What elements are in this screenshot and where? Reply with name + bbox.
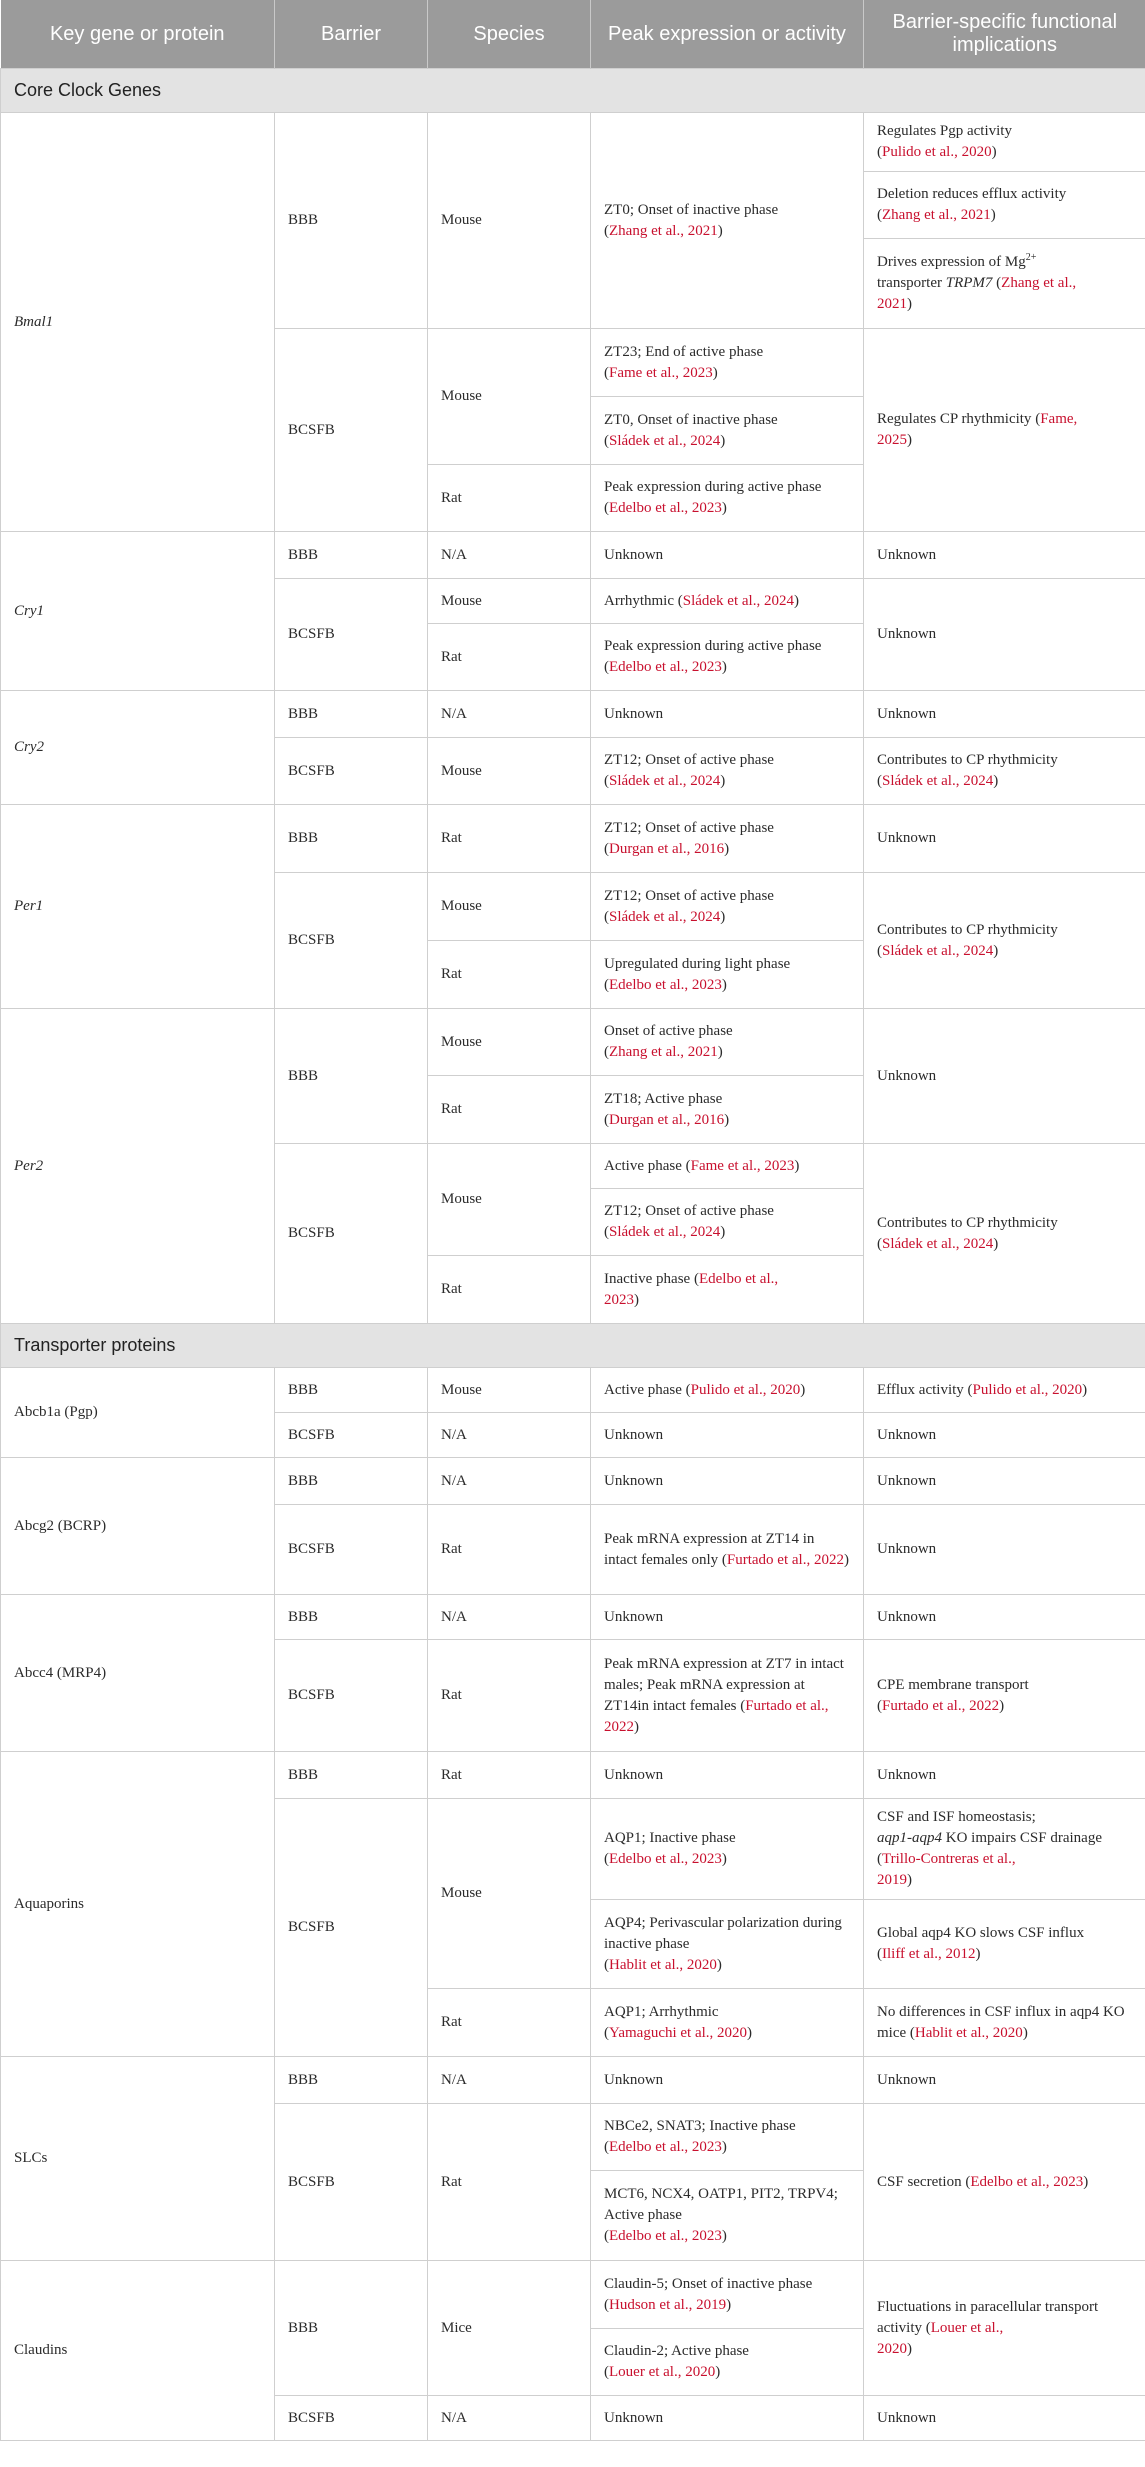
implication-text: No differences in CSF influx in aqp4 KO mice — [877, 2003, 1125, 2041]
species-cell: Rat — [428, 1752, 591, 1799]
implication-cell: Unknown — [864, 1752, 1145, 1799]
citation-link[interactable]: Edelbo et al., 2023 — [609, 500, 722, 516]
peak-text: AQP1; Arrhythmic — [604, 2003, 719, 2020]
species-cell: N/A — [428, 691, 591, 738]
implication-cell: Unknown — [864, 691, 1145, 738]
citation-link[interactable]: Pulido et al., 2020 — [690, 1381, 801, 1398]
peak-text: ZT23; End of active phase — [604, 343, 764, 360]
species-cell: Mouse — [428, 1009, 591, 1076]
species-cell: Mice — [428, 2261, 591, 2396]
implication-text: Drives expression of Mg — [877, 254, 1026, 270]
citation-link[interactable]: Trillo-Contreras et al., — [882, 1851, 1016, 1867]
barrier-cell: BBB — [275, 2057, 428, 2104]
peak-text: ZT0; Onset of inactive phase — [604, 201, 779, 218]
implication-cell: Efflux activity (Pulido et al., 2020) — [864, 1368, 1145, 1413]
peak-cell: Peak mRNA expression at ZT7 in intact males; Peak mRNA expression at ZT14in intact females (Furtado et al., 2022) — [591, 1640, 864, 1752]
table-row — [1, 532, 1145, 579]
barrier-cell: BCSFB — [275, 329, 428, 532]
implication-text: Contributes to CP rhythmicity — [877, 1214, 1058, 1231]
citation-link[interactable]: Zhang et al., 2021 — [609, 1044, 718, 1060]
table-row — [1, 1752, 1145, 1799]
implication-text: Efflux activity — [877, 1381, 964, 1398]
gene-cell: Per2 — [1, 1009, 275, 1324]
citation-link[interactable]: Fame, — [1040, 411, 1078, 427]
citation-link[interactable]: Edelbo et al., — [698, 1270, 779, 1287]
barrier-cell: BCSFB — [275, 2396, 428, 2441]
peak-cell: ZT12; Onset of active phase (Sládek et al., 2024) — [591, 1189, 864, 1256]
species-cell: Mouse — [428, 329, 591, 465]
header-species: Species — [428, 0, 591, 69]
citation-link[interactable]: Yamaguchi et al., 2020 — [609, 2024, 748, 2041]
species-cell: Rat — [428, 2104, 591, 2261]
citation-link[interactable]: Louer et al., — [930, 2319, 1004, 2336]
implication-text: Regulates CP rhythmicity — [877, 411, 1032, 427]
table-row — [1, 691, 1145, 738]
citation-link[interactable]: 2019 — [877, 1872, 907, 1888]
citation-link[interactable]: Sládek et al., 2024 — [609, 432, 721, 449]
species-cell: Mouse — [428, 738, 591, 805]
implication-cell: Unknown — [864, 532, 1145, 579]
peak-cell: ZT18; Active phase (Durgan et al., 2016) — [591, 1076, 864, 1144]
peak-text: MCT6, NCX4, OATP1, PIT2, TRPV4; Active phase — [604, 2186, 838, 2223]
citation-link[interactable]: Hablit et al., 2020 — [914, 2024, 1023, 2041]
section-title: Core Clock Genes — [1, 69, 1145, 113]
species-cell: Rat — [428, 465, 591, 532]
species-cell: Mouse — [428, 873, 591, 941]
implication-cell: No differences in CSF influx in aqp4 KO mice (Hablit et al., 2020) — [864, 1989, 1145, 2057]
implication-cell: Unknown — [864, 2057, 1145, 2104]
implication-cell: Unknown — [864, 1009, 1145, 1144]
peak-cell: Upregulated during light phase (Edelbo et al., 2023) — [591, 941, 864, 1009]
implication-text: KO impairs CSF drainage — [945, 1830, 1102, 1846]
section-row-core-clock — [1, 69, 1145, 113]
species-cell: Mouse — [428, 579, 591, 624]
peak-cell: ZT12; Onset of active phase (Sládek et al., 2024) — [591, 873, 864, 941]
peak-text: Peak mRNA expression at ZT7 in intact males; Peak mRNA expression at ZT14in intact females — [604, 1655, 844, 1714]
implication-cell: CPE membrane transport (Furtado et al., 2022) — [864, 1640, 1145, 1752]
peak-cell: Unknown — [591, 2057, 864, 2104]
barrier-cell: BBB — [275, 1595, 428, 1640]
species-cell: N/A — [428, 1595, 591, 1640]
citation-link[interactable]: Edelbo et al., 2023 — [970, 2173, 1084, 2190]
citation-link[interactable]: Sládek et al., 2024 — [609, 1224, 721, 1240]
implication-cell: CSF secretion (Edelbo et al., 2023) — [864, 2104, 1145, 2261]
peak-cell: NBCe2, SNAT3; Inactive phase (Edelbo et al., 2023) — [591, 2104, 864, 2171]
peak-cell: Peak mRNA expression at ZT14 in intact females only (Furtado et al., 2022) — [591, 1505, 864, 1595]
citation-link[interactable]: Sládek et al., 2024 — [609, 908, 721, 925]
implication-cell: Unknown — [864, 1505, 1145, 1595]
citation-link[interactable]: Sládek et al., 2024 — [882, 1235, 994, 1252]
table-header-row — [1, 0, 1145, 69]
citation-link[interactable]: Zhang et al., — [1001, 275, 1077, 291]
implication-cell: Unknown — [864, 579, 1145, 691]
citation-link[interactable]: Furtado et al., 2022 — [604, 1697, 829, 1735]
peak-cell: Unknown — [591, 1413, 864, 1458]
citation-link[interactable]: Fame et al., 2023 — [609, 364, 713, 381]
barrier-cell: BBB — [275, 1752, 428, 1799]
citation-link[interactable]: Zhang et al., 2021 — [609, 222, 718, 239]
peak-cell: ZT12; Onset of active phase (Durgan et al., 2016) — [591, 805, 864, 873]
gene-symbol: aqp1-aqp4 — [877, 1830, 942, 1846]
peak-text: Inactive phase — [604, 1270, 691, 1287]
peak-cell: Unknown — [591, 691, 864, 738]
implication-text: Regulates Pgp activity — [877, 123, 1012, 139]
table-row — [1, 2261, 1145, 2329]
peak-cell: Active phase (Pulido et al., 2020) — [591, 1368, 864, 1413]
gene-cell: Abcb1a (Pgp) — [1, 1368, 275, 1458]
species-cell: N/A — [428, 532, 591, 579]
peak-cell: Unknown — [591, 1595, 864, 1640]
peak-cell: Arrhythmic (Sládek et al., 2024) — [591, 579, 864, 624]
barrier-cell: BCSFB — [275, 1505, 428, 1595]
peak-cell: ZT0; Onset of inactive phase (Zhang et al., 2021) — [591, 113, 864, 329]
implication-cell: Unknown — [864, 1413, 1145, 1458]
peak-cell: Onset of active phase (Zhang et al., 2021) — [591, 1009, 864, 1076]
barrier-cell: BCSFB — [275, 873, 428, 1009]
species-cell: Rat — [428, 1505, 591, 1595]
barrier-cell: BBB — [275, 691, 428, 738]
table-row — [1, 805, 1145, 873]
implication-text: Fluctuations in paracellular transport activity — [877, 2298, 1099, 2336]
implication-text: CSF secretion — [877, 2173, 962, 2190]
barrier-cell: BBB — [275, 1009, 428, 1144]
peak-cell: Peak expression during active phase (Edelbo et al., 2023) — [591, 624, 864, 691]
barrier-cell: BCSFB — [275, 1640, 428, 1752]
implication-cell: Drives expression of $Mg^{2+}$ transporter TRPM7 (Zhang et al., 2021) — [864, 239, 1145, 329]
barrier-cell: BCSFB — [275, 1144, 428, 1324]
gene-cell: Claudins — [1, 2261, 275, 2441]
peak-text: ZT12; Onset of active phase — [604, 819, 774, 836]
barrier-cell: BCSFB — [275, 1799, 428, 2057]
citation-link[interactable]: Durgan et al., 2016 — [609, 840, 725, 857]
peak-text: ZT0, Onset of inactive phase — [604, 411, 778, 428]
citation-link[interactable]: Sládek et al., 2024 — [882, 773, 994, 789]
peak-cell: Inactive phase (Edelbo et al., 2023) — [591, 1256, 864, 1324]
citation-link[interactable]: Fame et al., 2023 — [690, 1157, 795, 1174]
barrier-cell: BBB — [275, 532, 428, 579]
table-row — [1, 2057, 1145, 2104]
citation-link[interactable]: Edelbo et al., 2023 — [609, 659, 722, 675]
barrier-cell: BBB — [275, 113, 428, 329]
citation-link[interactable]: 2025 — [877, 432, 907, 448]
implication-cell: Unknown — [864, 2396, 1145, 2441]
peak-text: ZT12; Onset of active phase — [604, 1203, 774, 1219]
peak-text: AQP4; Perivascular polarization during inactive phase — [604, 1914, 842, 1952]
species-cell: Rat — [428, 1076, 591, 1144]
peak-text: Peak expression during active phase — [604, 638, 822, 654]
peak-text: Upregulated during light phase — [604, 955, 791, 972]
peak-cell: Unknown — [591, 532, 864, 579]
citation-link[interactable]: 2020 — [877, 2340, 907, 2357]
peak-text: NBCe2, SNAT3; Inactive phase — [604, 2118, 796, 2134]
table-row — [1, 113, 1145, 172]
barrier-cell: BBB — [275, 2261, 428, 2396]
citation-link[interactable]: Edelbo et al., 2023 — [609, 1851, 722, 1867]
peak-text: Active phase — [604, 1381, 682, 1398]
species-cell: N/A — [428, 2396, 591, 2441]
citation-link[interactable]: Edelbo et al., 2023 — [609, 976, 722, 993]
implication-cell: Unknown — [864, 1458, 1145, 1505]
table-row — [1, 1009, 1145, 1076]
implication-cell: Global aqp4 KO slows CSF influx (Iliff et al., 2012) — [864, 1900, 1145, 1989]
barrier-cell: BCSFB — [275, 1413, 428, 1458]
peak-text: ZT18; Active phase — [604, 1090, 723, 1107]
header-peak-expression: Peak expression or activity — [591, 0, 864, 69]
implication-cell: Deletion reduces efflux activity (Zhang et al., 2021) — [864, 172, 1145, 239]
peak-cell: MCT6, NCX4, OATP1, PIT2, TRPV4; Active phase (Edelbo et al., 2023) — [591, 2171, 864, 2261]
species-cell: Rat — [428, 941, 591, 1009]
implication-cell: Contributes to CP rhythmicity (Sládek et al., 2024) — [864, 873, 1145, 1009]
species-cell: N/A — [428, 2057, 591, 2104]
citation-link[interactable]: Furtado et al., 2022 — [882, 1697, 1000, 1714]
gene-cell: Aquaporins — [1, 1752, 275, 2057]
section-title: Transporter proteins — [1, 1324, 1145, 1368]
species-cell: Mouse — [428, 1368, 591, 1413]
peak-cell: Peak expression during active phase (Edelbo et al., 2023) — [591, 465, 864, 532]
peak-text: Onset of active phase — [604, 1023, 733, 1039]
barrier-cell: BBB — [275, 805, 428, 873]
peak-cell: AQP1; Arrhythmic (Yamaguchi et al., 2020) — [591, 1989, 864, 2057]
peak-text: AQP1; Inactive phase — [604, 1830, 736, 1846]
header-gene: Key gene or protein — [1, 0, 275, 69]
header-barrier: Barrier — [275, 0, 428, 69]
citation-link[interactable]: Iliff et al., 2012 — [882, 1946, 976, 1962]
citation-link[interactable]: Zhang et al., 2021 — [882, 207, 991, 223]
implication-cell: Fluctuations in paracellular transport activity (Louer et al., 2020) — [864, 2261, 1145, 2396]
species-cell: Rat — [428, 1640, 591, 1752]
gene-cell: Cry1 — [1, 532, 275, 691]
peak-text: ZT12; Onset of active phase — [604, 887, 774, 904]
citation-link[interactable]: Hablit et al., 2020 — [609, 1956, 717, 1973]
implication-text: Contributes to CP rhythmicity — [877, 752, 1058, 768]
peak-cell: Active phase (Fame et al., 2023) — [591, 1144, 864, 1189]
citation-link[interactable]: Sládek et al., 2024 — [882, 942, 994, 959]
implication-text: Deletion reduces efflux activity — [877, 186, 1067, 202]
barrier-cell: BBB — [275, 1458, 428, 1505]
peak-cell: AQP1; Inactive phase (Edelbo et al., 2023) — [591, 1799, 864, 1900]
table-row — [1, 1368, 1145, 1413]
barrier-cell: BCSFB — [275, 2104, 428, 2261]
citation-link[interactable]: Pulido et al., 2020 — [972, 1381, 1083, 1398]
peak-cell: ZT12; Onset of active phase (Sládek et al., 2024) — [591, 738, 864, 805]
citation-link[interactable]: Edelbo et al., 2023 — [609, 2228, 722, 2244]
species-cell: Rat — [428, 624, 591, 691]
citation-link[interactable]: Pulido et al., 2020 — [882, 144, 992, 160]
implication-text: Contributes to CP rhythmicity — [877, 921, 1058, 938]
peak-cell: Unknown — [591, 2396, 864, 2441]
implication-text: Global aqp4 KO slows CSF influx — [877, 1925, 1085, 1941]
barrier-cell: BCSFB — [275, 579, 428, 691]
implication-cell: Contributes to CP rhythmicity (Sládek et al., 2024) — [864, 1144, 1145, 1324]
citation-link[interactable]: Durgan et al., 2016 — [609, 1111, 725, 1128]
peak-cell: Claudin-2; Active phase (Louer et al., 2020) — [591, 2329, 864, 2396]
peak-cell: Claudin-5; Onset of inactive phase (Hudson et al., 2019) — [591, 2261, 864, 2329]
table-row — [1, 1595, 1145, 1640]
peak-text: Claudin-5; Onset of inactive phase — [604, 2275, 813, 2292]
gene-cell: Per1 — [1, 805, 275, 1009]
implication-cell: Regulates CP rhythmicity (Fame, 2025) — [864, 329, 1145, 532]
citation-link[interactable]: Louer et al., 2020 — [609, 2364, 716, 2380]
implication-text: CPE membrane transport — [877, 1676, 1029, 1693]
peak-cell: AQP4; Perivascular polarization during inactive phase (Hablit et al., 2020) — [591, 1900, 864, 1989]
citation-link[interactable]: Sládek et al., 2024 — [609, 773, 721, 789]
section-row-transporters — [1, 1324, 1145, 1368]
gene-cell: SLCs — [1, 2057, 275, 2261]
species-cell: N/A — [428, 1413, 591, 1458]
gene-cell: Abcg2 (BCRP) — [1, 1458, 275, 1595]
barrier-cell: BBB — [275, 1368, 428, 1413]
implication-cell: Unknown — [864, 1595, 1145, 1640]
barrier-cell: BCSFB — [275, 738, 428, 805]
species-cell: Rat — [428, 805, 591, 873]
peak-text: Active phase — [604, 1157, 682, 1174]
table-row — [1, 1458, 1145, 1505]
citation-link[interactable]: 2023 — [604, 1291, 634, 1308]
peak-text: Arrhythmic — [604, 592, 674, 609]
gene-cell: Cry2 — [1, 691, 275, 805]
peak-text: Claudin-2; Active phase — [604, 2343, 749, 2359]
superscript: 2+ — [1025, 252, 1037, 263]
citation-link[interactable]: 2021 — [877, 296, 907, 312]
citation-link[interactable]: Sládek et al., 2024 — [682, 592, 794, 609]
species-cell: Mouse — [428, 113, 591, 329]
species-cell: Rat — [428, 1256, 591, 1324]
peak-cell: Unknown — [591, 1752, 864, 1799]
implication-cell: Regulates Pgp activity (Pulido et al., 2020) — [864, 113, 1145, 172]
citation-link[interactable]: Edelbo et al., 2023 — [609, 2139, 722, 2155]
species-cell: N/A — [428, 1458, 591, 1505]
implication-text: CSF and ISF homeostasis; — [877, 1809, 1036, 1825]
implication-cell: CSF and ISF homeostasis; aqp1-aqp4 KO impairs CSF drainage (Trillo-Contreras et al., 2019) — [864, 1799, 1145, 1900]
peak-text: ZT12; Onset of active phase — [604, 752, 774, 768]
header-functional-implications: Barrier-specific functional implications — [864, 0, 1145, 69]
gene-symbol: TRPM7 — [945, 275, 993, 291]
peak-cell: ZT0, Onset of inactive phase (Sládek et al., 2024) — [591, 397, 864, 465]
species-cell: Mouse — [428, 1144, 591, 1256]
peak-cell: ZT23; End of active phase (Fame et al., 2023) — [591, 329, 864, 397]
gene-cell: Abcc4 (MRP4) — [1, 1595, 275, 1752]
species-cell: Mouse — [428, 1799, 591, 1989]
implication-cell: Contributes to CP rhythmicity (Sládek et al., 2024) — [864, 738, 1145, 805]
citation-link[interactable]: Furtado et al., 2022 — [726, 1551, 844, 1568]
peak-text: Peak mRNA expression at ZT14 in intact females only — [604, 1530, 815, 1568]
peak-cell: Unknown — [591, 1458, 864, 1505]
peak-text: Peak expression during active phase — [604, 479, 822, 495]
implication-text: transporter — [877, 275, 942, 291]
citation-link[interactable]: Hudson et al., 2019 — [609, 2296, 727, 2313]
gene-cell: Bmal1 — [1, 113, 275, 532]
species-cell: Rat — [428, 1989, 591, 2057]
implication-cell: Unknown — [864, 805, 1145, 873]
